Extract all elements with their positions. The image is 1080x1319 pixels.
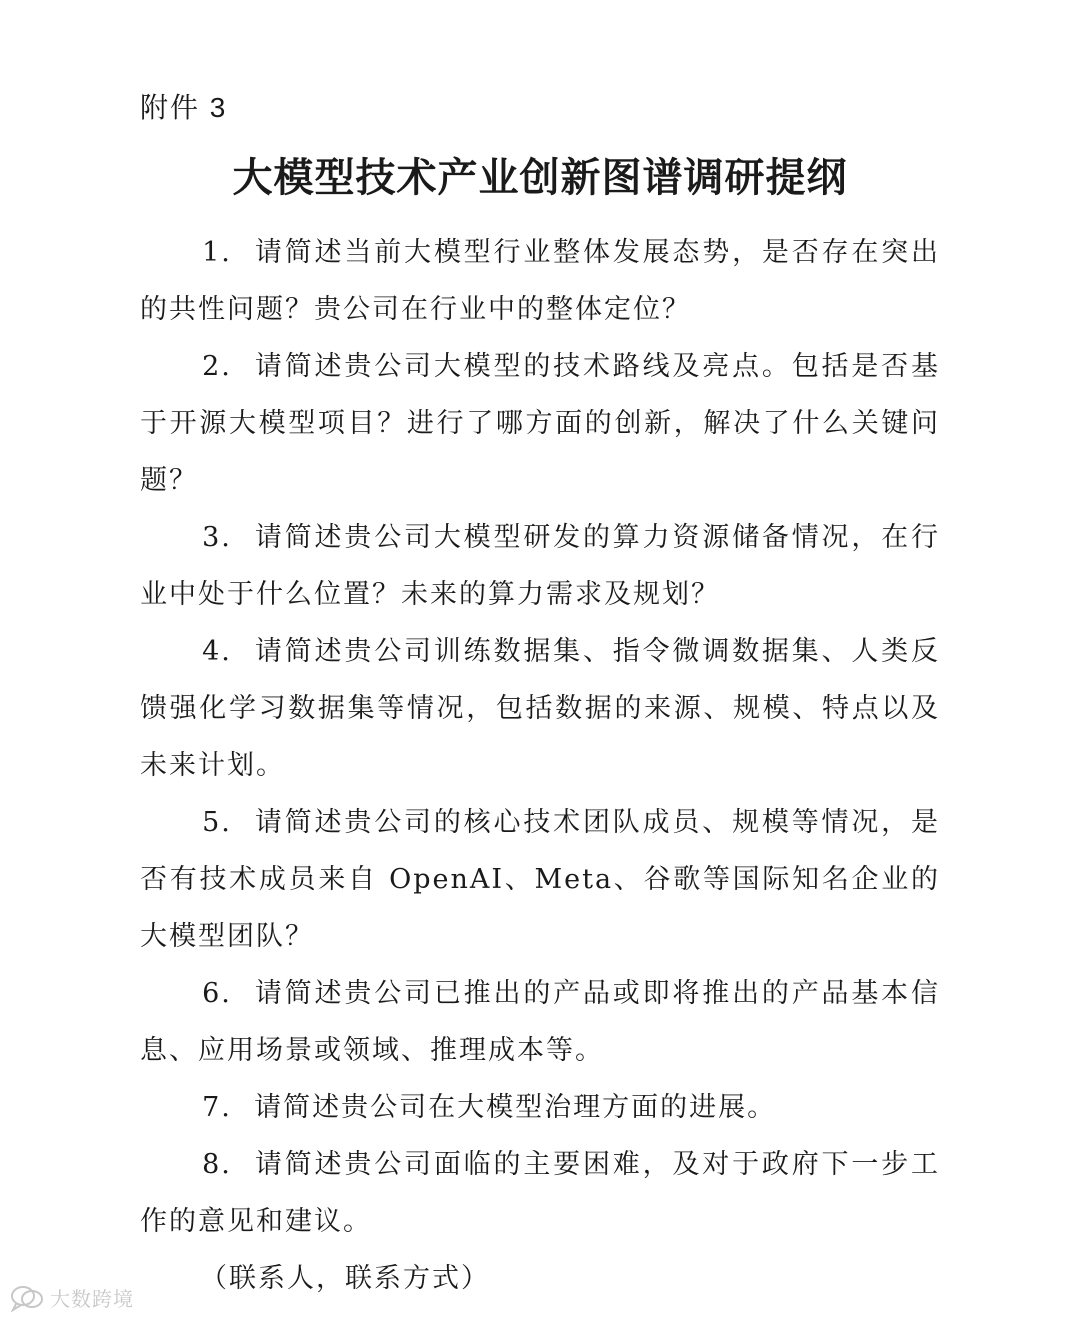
contact-note: （联系人，联系方式）: [200, 1263, 490, 1294]
question-number: 1.: [202, 237, 232, 268]
question-text: 请简述贵公司在大模型治理方面的进展。: [254, 1092, 777, 1123]
question-list: [140, 224, 940, 1307]
question-text: 请简述贵公司面临的主要困难，及对于政府下一步工作的意见和建议。: [140, 1149, 940, 1237]
question-item: [140, 794, 940, 965]
question-item: [140, 1079, 940, 1136]
question-text: 请简述贵公司的核心技术团队成员、规模等情况，是否有技术成员来自 OpenAI、Meta、谷歌等国际知名企业的大模型团队？: [140, 807, 940, 952]
question-number: 6.: [202, 978, 232, 1009]
question-item: [140, 224, 940, 338]
question-text: 请简述贵公司大模型研发的算力资源储备情况，在行业中处于什么位置？未来的算力需求及规划？: [140, 522, 940, 610]
question-item: [140, 1136, 940, 1250]
chat-bubble-icon: [10, 1284, 44, 1312]
question-text: 请简述贵公司训练数据集、指令微调数据集、人类反馈强化学习数据集等情况，包括数据的来源、规模、特点以及未来计划。: [140, 636, 940, 781]
question-text: 请简述贵公司已推出的产品或即将推出的产品基本信息、应用场景或领域、推理成本等。: [140, 978, 940, 1066]
question-text: 请简述当前大模型行业整体发展态势，是否存在突出的共性问题？贵公司在行业中的整体定位？: [140, 237, 940, 325]
question-text: 请简述贵公司大模型的技术路线及亮点。包括是否基于开源大模型项目？进行了哪方面的创新，解决了什么关键问题？: [140, 351, 940, 496]
question-item: [140, 623, 940, 794]
attachment-label: 附件 3: [140, 92, 228, 123]
question-item: [140, 509, 940, 623]
question-number: 7.: [202, 1092, 232, 1123]
question-number: 3.: [202, 522, 232, 553]
document-title: 大模型技术产业创新图谱调研提纲: [232, 154, 848, 201]
question-number: 8.: [202, 1149, 232, 1180]
watermark-text: 大数跨境: [50, 1287, 134, 1311]
question-item: [140, 338, 940, 509]
question-number: 5.: [202, 807, 232, 838]
watermark: [10, 1283, 134, 1312]
question-number: 2.: [202, 351, 232, 382]
question-item: [140, 965, 940, 1079]
question-number: 4.: [202, 636, 232, 667]
